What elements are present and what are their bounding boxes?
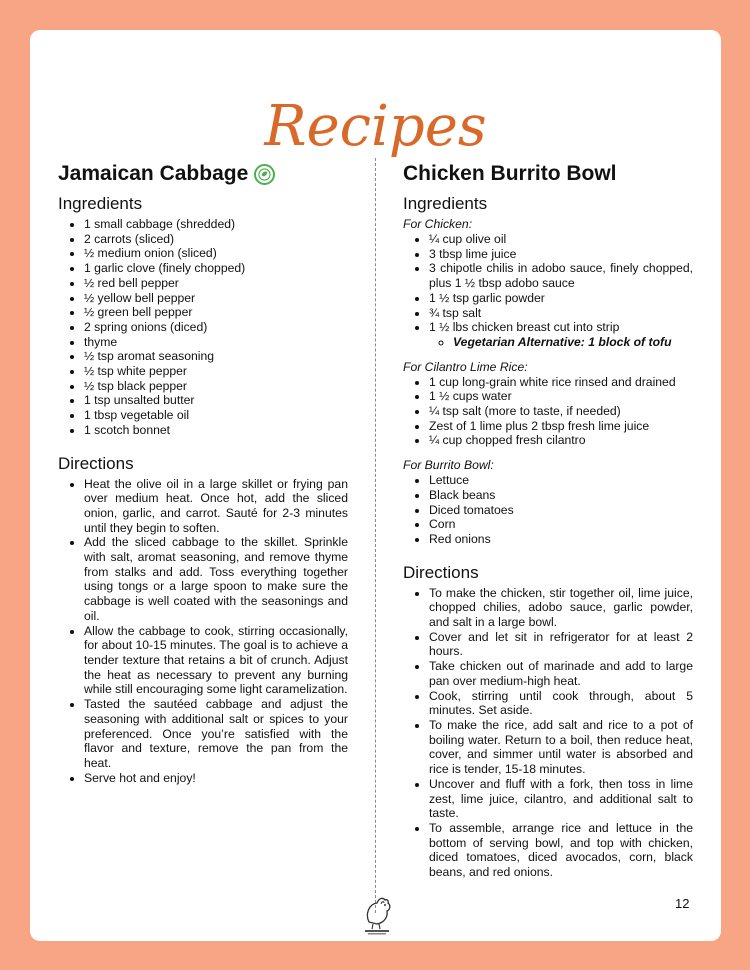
section-label-chicken: For Chicken: [403, 217, 473, 231]
list-item: • ½ yellow bell pepper [84, 291, 348, 306]
list-item: • 3 tbsp lime juice [429, 247, 693, 262]
list-item: • thyme [84, 335, 348, 350]
bowl-ingredients-list [403, 473, 693, 547]
recipe-page [30, 30, 721, 941]
list-item: • Zest of 1 lime plus 2 tbsp fresh lime juice [429, 419, 693, 434]
list-item: • 1 small cabbage (shredded) [84, 217, 348, 232]
left-recipe-column [58, 160, 348, 785]
list-item: • ½ green bell pepper [84, 305, 348, 320]
list-item: • Corn [429, 517, 693, 532]
direction-step: • Cook, stirring until cook through, about 5 minutes. Set aside. [429, 689, 693, 718]
list-item: • 1 ½ cups water [429, 389, 693, 404]
right-recipe-column [403, 160, 693, 880]
direction-step: • Serve hot and enjoy! [84, 771, 348, 786]
direction-step: • To assemble, arrange rice and lettuce in the bottom of serving bowl, and top with chicken, diced tomatoes, diced avocados, corn, black beans, and red onions. [429, 821, 693, 880]
direction-step: • To make the chicken, stir together oil, lime juice, chopped chilies, adobo sauce, garlic powder, and salt in a large bowl. [429, 586, 693, 630]
list-item: • 1 tbsp vegetable oil [84, 408, 348, 423]
list-item: • 1 tsp unsalted butter [84, 393, 348, 408]
list-item: • Red onions [429, 532, 693, 547]
section-label-rice: For Cilantro Lime Rice: [403, 359, 528, 374]
section-label-text: For Chicken [403, 217, 469, 231]
list-item: • Lettuce [429, 473, 693, 488]
directions-list [58, 477, 348, 786]
list-item: • ½ tsp white pepper [84, 364, 348, 379]
direction-step: • Add the sliced cabbage to the skillet. Sprinkle with salt, aromat seasoning, and remove thyme from stalks and add. Toss everything together using tongs or a large spoon to make sure the cabbage is well coated with the seasonings and oil. [84, 535, 348, 623]
rooster-logo-icon [355, 892, 399, 936]
ingredients-list [58, 217, 348, 438]
list-item: • ½ red bell pepper [84, 276, 348, 291]
list-item: • ¾ tsp salt [429, 306, 693, 321]
list-item: • 3 chipotle chilis in adobo sauce, finely chopped, plus 1 ½ tbsp adobo sauce [429, 261, 693, 290]
directions-list [403, 586, 693, 880]
recipe-title-text: Jamaican Cabbage [58, 162, 249, 185]
column-divider [375, 158, 376, 913]
direction-step: • Uncover and fluff with a fork, then toss in lime zest, lime juice, cilantro, and additional salt to taste. [429, 777, 693, 821]
direction-step: • Heat the olive oil in a large skillet or frying pan over medium heat. Once hot, add the sliced onion, garlic, and carrot. Sauté for 2-3 minutes until they begin to soften. [84, 477, 348, 536]
chicken-ingredients-list [403, 232, 693, 350]
list-item: • Diced tomatoes [429, 503, 693, 518]
list-item: • 2 spring onions (diced) [84, 320, 348, 335]
list-item: • ¼ cup chopped fresh cilantro [429, 433, 693, 448]
recipe-title-jamaican-cabbage [58, 160, 348, 188]
direction-step: • Cover and let sit in refrigerator for at least 2 hours. [429, 630, 693, 659]
section-label-text: For Burrito Bowl [403, 458, 491, 473]
rice-ingredients-list [403, 375, 693, 449]
section-label-bowl: For Burrito Bowl: [403, 458, 494, 473]
direction-step: • To make the rice, add salt and rice to a pot of boiling water. Return to a boil, then reduce heat, cover, and simmer until water is absorbed and rice is tender, 15-18 minutes. [429, 718, 693, 777]
list-item-text: 1 ½ lbs chicken breast cut into strip [429, 320, 620, 335]
direction-step: • Tasted the sautéed cabbage and adjust the seasoning with additional salt or spices to your preferenced. Once you’re satisfied with the flavor and texture, remove the pan from the heat. [84, 697, 348, 771]
section-label-text: For Cilantro Lime Rice [403, 359, 525, 374]
ingredients-heading: Ingredients [58, 194, 143, 213]
list-item: • ½ tsp aromat seasoning [84, 349, 348, 364]
list-item: • ½ tsp black pepper [84, 379, 348, 394]
list-item: • 1 scotch bonnet [84, 423, 348, 438]
directions-heading: Directions [403, 562, 479, 582]
direction-step: • Take chicken out of marinade and add to large pan over medium-high heat. [429, 659, 693, 688]
list-item [429, 320, 693, 349]
ingredients-heading: Ingredients [403, 194, 488, 213]
list-item: • 2 carrots (sliced) [84, 232, 348, 247]
vegetarian-badge-icon [254, 164, 275, 185]
direction-step: • Allow the cabbage to cook, stirring occasionally, for about 10-15 minutes. The goal is to achieve a tender texture that retains a bit of crunch. Adjust the heat as necessary to prevent any burning while still encouraging some light caramelization. [84, 624, 348, 698]
recipe-title-chicken-burrito-bowl: Chicken Burrito Bowl [403, 162, 617, 185]
list-item: • 1 cup long-grain white rice rinsed and drained [429, 375, 693, 390]
directions-heading: Directions [58, 453, 134, 473]
vegetarian-alternative: ◦ Vegetarian Alternative: 1 block of tofu [453, 335, 693, 350]
vegetarian-alternative-list [429, 335, 693, 350]
page-title: Recipes [264, 94, 487, 159]
list-item: • 1 ½ tsp garlic powder [429, 291, 693, 306]
list-item: • ½ medium onion (sliced) [84, 246, 348, 261]
list-item: • ¼ tsp salt (more to taste, if needed) [429, 404, 693, 419]
list-item: • ¼ cup olive oil [429, 232, 693, 247]
list-item: • 1 garlic clove (finely chopped) [84, 261, 348, 276]
list-item: • Black beans [429, 488, 693, 503]
page-number: 12 [675, 896, 690, 911]
